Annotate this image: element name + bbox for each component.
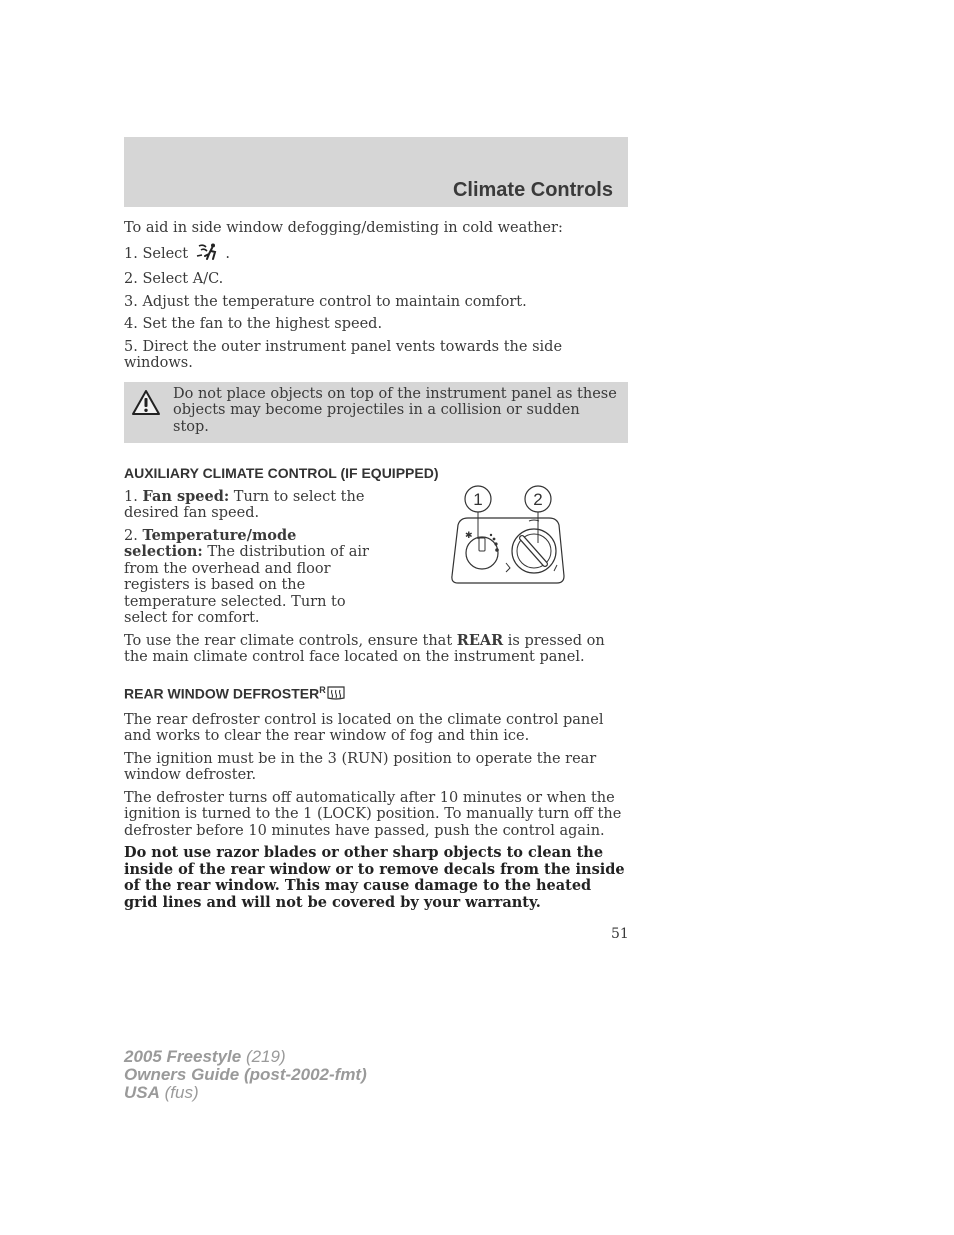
page-number: 51 [611, 926, 629, 942]
footer-line-1: 2005 Freestyle (219) [124, 1047, 286, 1066]
step-1-suffix: . [225, 245, 230, 262]
page-content [124, 220, 628, 917]
section-header-band [124, 137, 628, 207]
step-4: 4. Set the fan to the highest speed. [124, 316, 383, 332]
callout-2: 2 [533, 489, 543, 509]
floor-defrost-icon [193, 243, 221, 266]
step-3: 3. Adjust the temperature control to maintain comfort. [124, 293, 527, 310]
warning-text: Do not place objects on top of the instrument panel as these objects may become projectiles in a collision or sudden stop. [173, 385, 617, 435]
step-2: 2. Select A/C. [124, 271, 224, 287]
aux-item-1: 1. Fan speed: Turn to select the desired fan speed. [124, 487, 365, 521]
footer [124, 1048, 367, 1102]
footer-line-3: USA (fus) [124, 1083, 199, 1102]
callout-1: 1 [473, 489, 483, 509]
warning-triangle-icon [131, 389, 161, 421]
step-1-text: 1. Select [124, 245, 189, 262]
defroster-heading: REAR WINDOW $DEFROSTER^R$ [124, 682, 628, 705]
step-1 [124, 243, 628, 266]
intro-text: To aid in side window defogging/demisting in cold weather: [124, 220, 563, 236]
aux-control-diagram [446, 483, 571, 592]
svg-text:✱: ✱ [465, 530, 473, 541]
aux-heading: AUXILIARY CLIMATE CONTROL (IF EQUIPPED) [124, 465, 439, 481]
defroster-p2: The ignition must be in the 3 (RUN) position to operate the rear window defroster. [124, 750, 597, 784]
section-title: Climate Controls [452, 179, 613, 201]
defroster-p1: The rear defroster control is located on the climate control panel and works to clear the rear window of fog and thin ice. [124, 711, 604, 745]
defroster-caution: Do not use razor blades or other sharp objects to clean the inside of the rear window or to remove decals from the inside of the rear window. This may cause damage to the heated grid lines and will not be covered by your warranty. [124, 844, 625, 911]
warning-box [124, 382, 628, 444]
rear-defrost-grid-icon [326, 685, 346, 705]
aux-item-2: 2. Temperature/mode selection: The distribution of air from the overhead and floor registers is based on the temperature selected. Turn to select for comfort. [124, 526, 369, 626]
defroster-p3: The defroster turns off automatically after 10 minutes or when the ignition is turned to the 1 (LOCK) position. To manually turn off the defroster before 10 minutes have passed, push the control again. [124, 789, 622, 839]
step-5: 5. Direct the outer instrument panel vents towards the side windows. [124, 338, 563, 371]
aux-rear-note: To use the rear climate controls, ensure that REAR is pressed on the main climate control face located on the instrument panel. [124, 631, 605, 665]
aux-section [124, 489, 628, 627]
footer-line-2: Owners Guide (post-2002-fmt) [124, 1065, 367, 1084]
